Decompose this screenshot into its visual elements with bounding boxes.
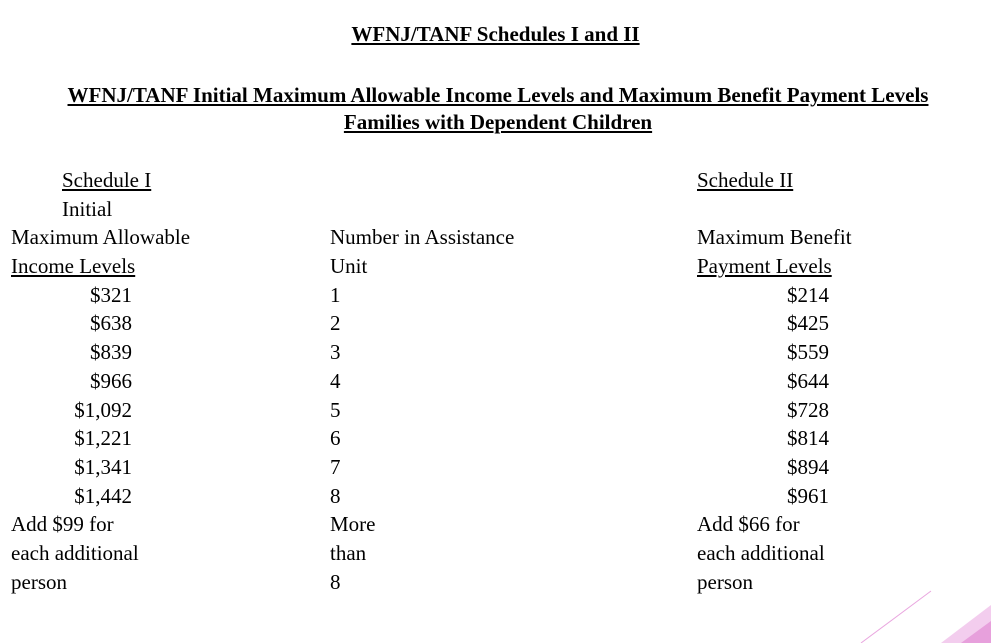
- schedule-1-add-line-2: each additional: [11, 540, 139, 565]
- unit-value: 7: [330, 454, 341, 479]
- schedule-1-value: $1,341: [74, 454, 132, 479]
- decorative-corner-accent: [811, 553, 991, 643]
- schedule-2-value: $644: [787, 368, 829, 393]
- schedule-1-value: $321: [90, 282, 132, 307]
- schedule-1-value: $966: [90, 368, 132, 393]
- schedule-1-label-max-allowable: Maximum Allowable: [11, 225, 191, 250]
- decorative-line: [861, 591, 931, 643]
- schedule-1-add-line-3: person: [11, 569, 67, 594]
- unit-value: 5: [330, 397, 341, 422]
- schedule-1-value: $638: [90, 311, 132, 336]
- schedule-2-value: $814: [787, 426, 829, 451]
- schedule-2-column: [697, 166, 987, 596]
- unit-value: 6: [330, 426, 341, 451]
- schedule-1-value: $839: [90, 340, 132, 365]
- schedule-1-heading: Schedule I: [62, 168, 152, 192]
- schedule-1-value: $1,092: [74, 397, 132, 422]
- schedule-1-label-income-levels: Income Levels: [11, 254, 136, 279]
- schedule-1-add-line-1: Add $99 for: [11, 512, 114, 537]
- unit-value: 4: [330, 368, 341, 393]
- subtitle-line-2: Families with Dependent Children: [343, 110, 653, 134]
- unit-label-line-2: Unit: [330, 254, 368, 279]
- schedule-1-label-initial: Initial: [62, 196, 113, 221]
- page-title: WFNJ/TANF Schedules I and II: [351, 22, 640, 46]
- schedule-2-value: $894: [787, 454, 829, 479]
- schedule-2-value: $961: [787, 483, 829, 508]
- schedule-1-value: $1,442: [74, 483, 132, 508]
- schedule-2-add-line-1: Add $66 for: [697, 512, 800, 537]
- unit-label-line-1: Number in Assistance: [330, 225, 515, 250]
- schedule-2-value: $559: [787, 340, 829, 365]
- schedule-2-label-max-benefit: Maximum Benefit: [697, 225, 852, 250]
- schedule-2-add-line-2: each additional: [697, 540, 825, 565]
- unit-value: 8: [330, 483, 341, 508]
- unit-more-line-2: than: [330, 540, 367, 565]
- page-subtitle: [0, 82, 991, 136]
- unit-value: 1: [330, 282, 341, 307]
- unit-value: 3: [330, 340, 341, 365]
- schedule-2-value: $214: [787, 282, 829, 307]
- assistance-unit-column: [330, 166, 590, 596]
- schedule-1-value: $1,221: [74, 426, 132, 451]
- unit-value: 2: [330, 311, 341, 336]
- unit-more-line-3: 8: [330, 569, 341, 594]
- schedule-2-add-line-3: person: [697, 569, 753, 594]
- schedule-2-label-payment-levels: Payment Levels: [697, 254, 832, 279]
- subtitle-line-1: WFNJ/TANF Initial Maximum Allowable Income Levels and Maximum Benefit Payment Levels: [67, 83, 929, 107]
- unit-more-line-1: More: [330, 512, 376, 537]
- schedule-2-value: $425: [787, 311, 829, 336]
- schedule-2-heading: Schedule II: [697, 168, 794, 192]
- schedule-2-value: $728: [787, 397, 829, 422]
- schedule-1-column: [11, 166, 271, 596]
